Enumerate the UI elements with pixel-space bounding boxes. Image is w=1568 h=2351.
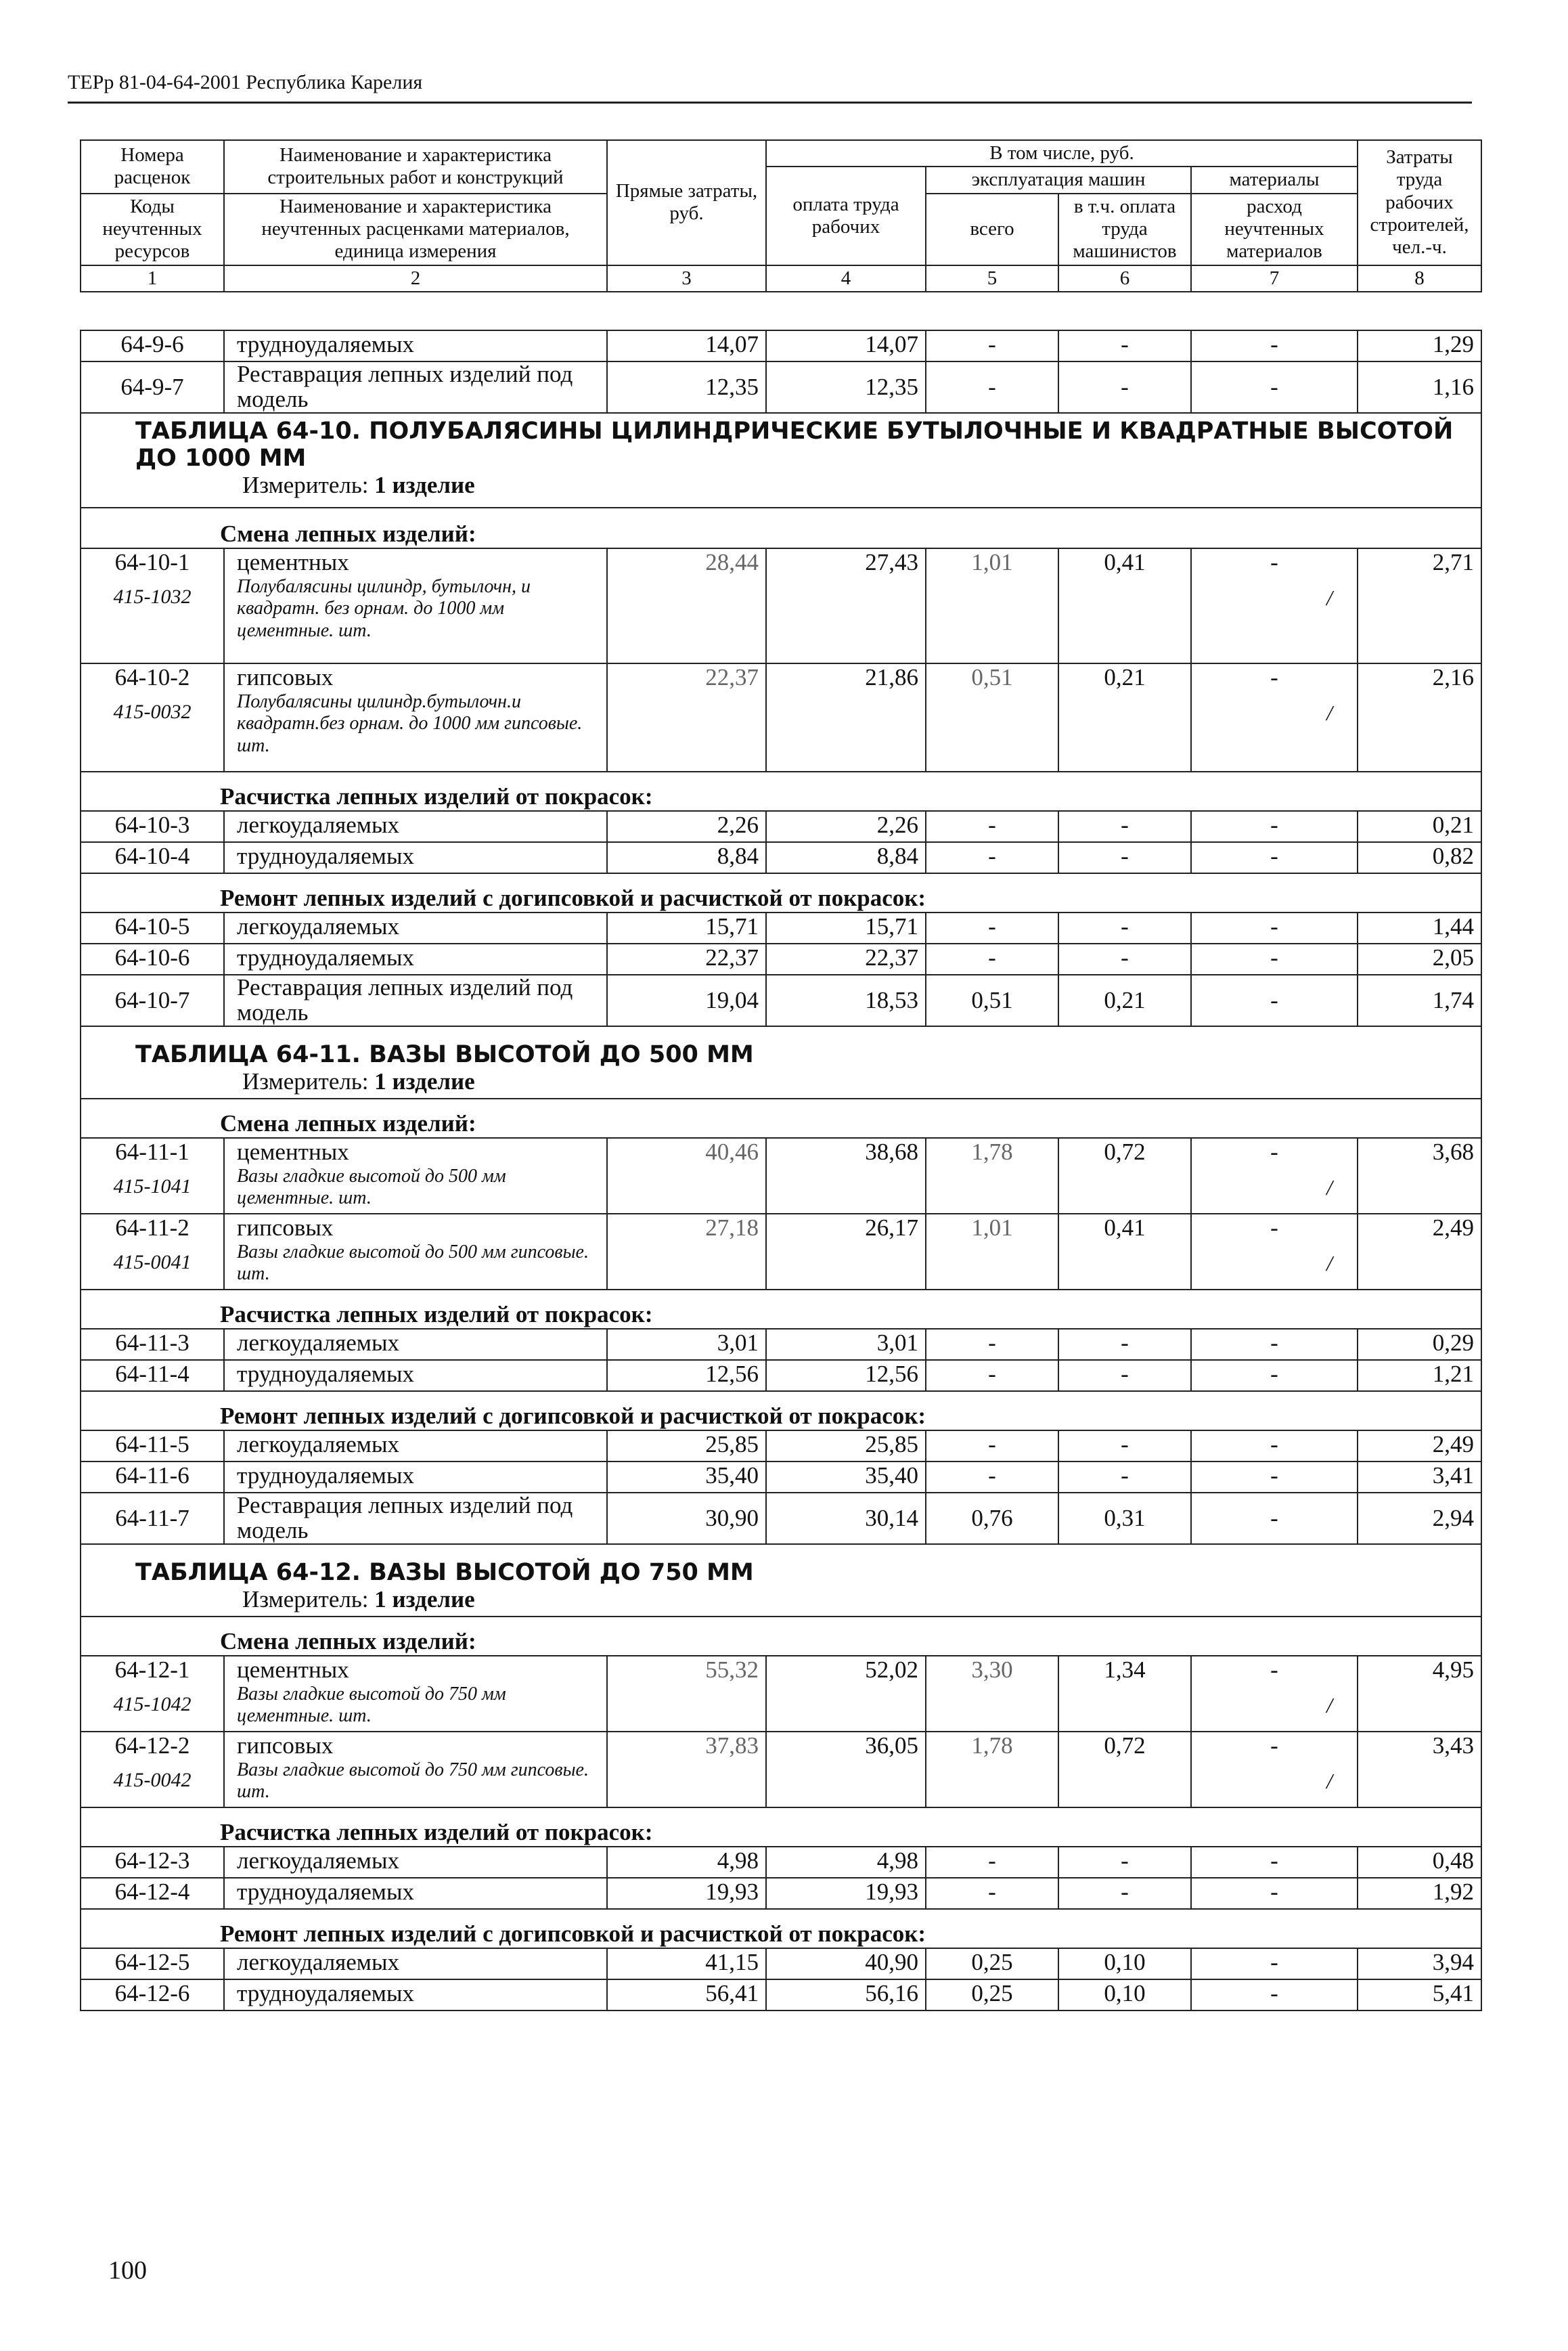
resource-code: 415-0041 [113,1251,192,1274]
wages: 52,02 [766,1656,926,1732]
rate-code: 64-9-7 [81,361,224,413]
material-use: - [1270,549,1278,575]
machines-total: 1,78 [926,1138,1058,1214]
machinist-wages: - [1058,1462,1191,1493]
hdr-resource-codes: Коды неучтенных ресурсов [81,194,224,265]
col-num: 2 [224,265,607,292]
work-name: цементных [237,1139,349,1165]
table-row [81,1878,1481,1909]
machinist-wages: - [1058,944,1191,975]
rate-code: 64-10-5 [81,913,224,944]
work-name: легкоудаляемых [224,1847,607,1878]
wages: 38,68 [766,1138,926,1214]
hdr-rate-numbers: Номера расценок [81,140,224,194]
material-use: - [1191,1493,1358,1544]
machines-total: 0,51 [926,663,1058,772]
labor-hours: 2,71 [1358,548,1481,663]
labor-hours: 4,95 [1358,1656,1481,1732]
machinist-wages: 0,41 [1058,1214,1191,1290]
table-row [81,1979,1481,2011]
rate-code: 64-11-6 [81,1462,224,1493]
work-name-cell [224,1138,607,1214]
direct-cost: 15,71 [607,913,766,944]
machinist-wages: 0,41 [1058,548,1191,663]
machines-total: - [926,1360,1058,1391]
labor-hours: 3,43 [1358,1732,1481,1807]
labor-hours: 1,74 [1358,975,1481,1026]
measure-label: Измеритель: [242,472,375,498]
work-name: трудноудаляемых [224,842,607,873]
material-description: Вазы гладкие высотой до 500 мм цементные. шт. [237,1166,506,1209]
direct-cost: 40,46 [607,1138,766,1214]
col-num: 1 [81,265,224,292]
material-use-cell [1191,548,1358,663]
material-description: Вазы гладкие высотой до 500 мм гипсовые. шт. [237,1242,589,1285]
work-name-cell [224,1656,607,1732]
wages: 27,43 [766,548,926,663]
rate-code: 64-11-7 [81,1493,224,1544]
wages: 36,05 [766,1732,926,1807]
labor-hours: 0,21 [1358,811,1481,842]
table-row [81,663,1481,772]
material-use-cell [1191,1656,1358,1732]
wages: 3,01 [766,1329,926,1360]
labor-hours: 1,44 [1358,913,1481,944]
work-name: гипсовых [237,664,334,690]
material-slash: / [1326,1251,1332,1276]
table-row [81,1948,1481,1979]
section-heading: Расчистка лепных изделий от покрасок: [81,1807,1481,1847]
material-use: - [1191,1462,1358,1493]
labor-hours: 2,49 [1358,1214,1481,1290]
work-name: гипсовых [237,1732,334,1759]
table-row [81,1656,1481,1732]
rate-code-cell [81,1138,224,1214]
machines-total: 0,76 [926,1493,1058,1544]
section-heading: Смена лепных изделий: [81,508,1481,548]
hdr-machinist-wages: в т.ч. оплата труда машинистов [1058,194,1191,265]
material-slash: / [1326,586,1332,611]
hdr-labor: Затраты труда рабочих строителей, чел.-ч. [1358,140,1481,265]
machines-total: - [926,944,1058,975]
rate-code: 64-10-7 [81,975,224,1026]
table-row [81,1430,1481,1462]
machines-total: - [926,361,1058,413]
machinist-wages: 0,31 [1058,1493,1191,1544]
measure-unit [81,1586,1481,1617]
table-row [81,975,1481,1026]
rate-code: 64-12-6 [81,1979,224,2011]
table-title: ТАБЛИЦА 64-12. ВАЗЫ ВЫСОТОЙ ДО 750 ММ [81,1544,1481,1586]
direct-cost: 30,90 [607,1493,766,1544]
direct-cost: 8,84 [607,842,766,873]
labor-hours: 5,41 [1358,1979,1481,2011]
hdr-machines: эксплуатация машин [926,167,1191,193]
table-row [81,913,1481,944]
resource-code: 415-1041 [113,1175,192,1198]
labor-hours: 2,16 [1358,663,1481,772]
wages: 12,35 [766,361,926,413]
resource-code: 415-1032 [113,586,192,609]
material-use: - [1191,975,1358,1026]
labor-hours: 1,29 [1358,330,1481,361]
machines-total: - [926,330,1058,361]
labor-hours: 2,94 [1358,1493,1481,1544]
rate-code-cell [81,548,224,663]
labor-hours: 2,05 [1358,944,1481,975]
machines-total: 1,01 [926,548,1058,663]
machines-total: - [926,1847,1058,1878]
direct-cost: 4,98 [607,1847,766,1878]
rate-code: 64-12-1 [114,1656,190,1683]
machinist-wages: - [1058,1878,1191,1909]
table-row [81,1493,1481,1544]
measure-value: 1 изделие [374,1068,475,1095]
col-num: 8 [1358,265,1481,292]
material-slash: / [1326,1175,1332,1200]
work-name: трудноудаляемых [224,1462,607,1493]
work-name: трудноудаляемых [224,1979,607,2011]
document-header: ТЕРр 81-04-64-2001 Республика Карелия [68,71,423,93]
material-use: - [1191,1979,1358,2011]
direct-cost: 22,37 [607,944,766,975]
wages: 22,37 [766,944,926,975]
machinist-wages: - [1058,361,1191,413]
material-use: - [1191,1430,1358,1462]
wages: 2,26 [766,811,926,842]
rate-code: 64-10-1 [114,549,190,575]
direct-cost: 25,85 [607,1430,766,1462]
wages: 26,17 [766,1214,926,1290]
material-use-cell [1191,1732,1358,1807]
col-num: 3 [607,265,766,292]
work-name: цементных [237,1656,349,1683]
table-row [81,811,1481,842]
wages: 21,86 [766,663,926,772]
machinist-wages: - [1058,842,1191,873]
rate-code-cell [81,663,224,772]
direct-cost: 56,41 [607,1979,766,2011]
rate-code: 64-12-5 [81,1948,224,1979]
wages: 18,53 [766,975,926,1026]
hdr-material-use: расход неучтенных материалов [1191,194,1358,265]
labor-hours: 1,16 [1358,361,1481,413]
material-use: - [1270,1732,1278,1759]
table-row [81,1329,1481,1360]
rate-code-cell [81,1732,224,1807]
machinist-wages: - [1058,1360,1191,1391]
hdr-direct-cost: Прямые затраты, руб. [607,140,766,265]
material-use: - [1191,944,1358,975]
machines-total: 0,25 [926,1979,1058,2011]
header-rule [68,102,1472,104]
table-row [81,548,1481,663]
direct-cost: 35,40 [607,1462,766,1493]
direct-cost: 37,83 [607,1732,766,1807]
work-name: гипсовых [237,1214,334,1241]
wages: 56,16 [766,1979,926,2011]
rate-code: 64-10-3 [81,811,224,842]
rate-code-cell [81,1656,224,1732]
machinist-wages: 0,21 [1058,975,1191,1026]
rate-code: 64-11-2 [115,1214,189,1241]
table-row [81,1847,1481,1878]
rate-code: 64-10-2 [114,664,190,690]
work-name: легкоудаляемых [224,1948,607,1979]
material-description: Полубалясины цилиндр.бутылочн.и квадратн.без орнам. до 1000 мм гипсовые. шт. [237,691,583,756]
work-name: трудноудаляемых [224,1360,607,1391]
material-use: - [1191,1948,1358,1979]
measure-value: 1 изделие [374,472,475,498]
work-name: легкоудаляемых [224,1329,607,1360]
machinist-wages: - [1058,913,1191,944]
rate-code: 64-12-4 [81,1878,224,1909]
wages: 8,84 [766,842,926,873]
hdr-materials: материалы [1191,167,1358,193]
hdr-material-name: Наименование и характеристика неучтенных расценками материалов, единица измерения [224,194,607,265]
labor-hours: 2,49 [1358,1430,1481,1462]
work-name: Реставрация лепных изделий под модель [224,975,607,1026]
machinist-wages: 0,72 [1058,1732,1191,1807]
work-name: цементных [237,549,349,575]
machines-total: 1,01 [926,1214,1058,1290]
material-use: - [1270,1656,1278,1683]
wages: 25,85 [766,1430,926,1462]
table-row [81,1462,1481,1493]
machines-total: 0,25 [926,1948,1058,1979]
machines-total: - [926,1462,1058,1493]
rate-code: 64-12-2 [114,1732,190,1759]
direct-cost: 12,56 [607,1360,766,1391]
direct-cost: 27,18 [607,1214,766,1290]
direct-cost: 2,26 [607,811,766,842]
page-number: 100 [108,2256,147,2285]
measure-unit [81,472,1481,508]
machinist-wages: 0,72 [1058,1138,1191,1214]
material-description: Вазы гладкие высотой до 750 мм гипсовые. шт. [237,1759,589,1803]
labor-hours: 0,82 [1358,842,1481,873]
section-heading: Расчистка лепных изделий от покрасок: [81,1290,1481,1329]
table-title: ТАБЛИЦА 64-10. ПОЛУБАЛЯСИНЫ ЦИЛИНДРИЧЕСКИЕ БУТЫЛОЧНЫЕ И КВАДРАТНЫЕ ВЫСОТОЙ ДО 1000 ММ [81,413,1481,472]
direct-cost: 22,37 [607,663,766,772]
work-name: трудноудаляемых [224,1878,607,1909]
rate-code: 64-11-1 [115,1139,189,1165]
direct-cost: 19,04 [607,975,766,1026]
machinist-wages: - [1058,330,1191,361]
rate-code: 64-11-5 [81,1430,224,1462]
hdr-wages: оплата труда рабочих [766,167,926,265]
wages: 30,14 [766,1493,926,1544]
section-heading: Ремонт лепных изделий с догипсовкой и расчисткой от покрасок: [81,873,1481,913]
resource-code: 415-0032 [113,701,192,724]
col-num: 5 [926,265,1058,292]
table-row [81,1732,1481,1807]
wages: 4,98 [766,1847,926,1878]
resource-code: 415-0042 [113,1769,192,1792]
rate-code: 64-11-4 [81,1360,224,1391]
hdr-including: В том числе, руб. [766,140,1358,167]
labor-hours: 3,41 [1358,1462,1481,1493]
direct-cost: 55,32 [607,1656,766,1732]
work-name: легкоудаляемых [224,913,607,944]
direct-cost: 3,01 [607,1329,766,1360]
machinist-wages: - [1058,1329,1191,1360]
material-use: - [1191,1329,1358,1360]
section-heading: Смена лепных изделий: [81,1617,1481,1656]
rate-code: 64-12-3 [81,1847,224,1878]
machines-total: 3,30 [926,1656,1058,1732]
material-description: Полубалясины цилиндр, бутылочн, и квадратн. без орнам. до 1000 мм цементные. шт. [237,576,531,641]
machinist-wages: 1,34 [1058,1656,1191,1732]
rates-table [80,330,1482,2011]
direct-cost: 12,35 [607,361,766,413]
machines-total: - [926,811,1058,842]
work-name: легкоудаляемых [224,1430,607,1462]
section-heading: Ремонт лепных изделий с догипсовкой и расчисткой от покрасок: [81,1909,1481,1948]
material-use-cell [1191,1214,1358,1290]
machines-total: - [926,842,1058,873]
labor-hours: 1,92 [1358,1878,1481,1909]
material-use: - [1191,1360,1358,1391]
col-num: 7 [1191,265,1358,292]
rate-code: 64-10-6 [81,944,224,975]
work-name: легкоудаляемых [224,811,607,842]
material-use: - [1191,1847,1358,1878]
material-slash: / [1326,1769,1332,1794]
machines-total: - [926,913,1058,944]
machines-total: - [926,1878,1058,1909]
rate-code: 64-10-4 [81,842,224,873]
work-name: Реставрация лепных изделий под модель [224,361,607,413]
work-name-cell [224,1214,607,1290]
material-use: - [1191,811,1358,842]
table-row [81,944,1481,975]
machines-total: 0,51 [926,975,1058,1026]
column-header-table [80,139,1482,292]
material-use-cell [1191,1138,1358,1214]
rate-code: 64-9-6 [81,330,224,361]
machinist-wages: 0,10 [1058,1979,1191,2011]
wages: 12,56 [766,1360,926,1391]
material-use: - [1270,664,1278,690]
material-slash: / [1326,1693,1332,1718]
work-name-cell [224,548,607,663]
work-name-cell [224,663,607,772]
table-row [81,1214,1481,1290]
table-title: ТАБЛИЦА 64-11. ВАЗЫ ВЫСОТОЙ ДО 500 ММ [81,1026,1481,1068]
machines-total: - [926,1430,1058,1462]
table-row [81,1138,1481,1214]
direct-cost: 19,93 [607,1878,766,1909]
labor-hours: 1,21 [1358,1360,1481,1391]
col-num: 6 [1058,265,1191,292]
labor-hours: 0,48 [1358,1847,1481,1878]
section-heading: Ремонт лепных изделий с догипсовкой и расчисткой от покрасок: [81,1391,1481,1430]
rate-code: 64-11-3 [81,1329,224,1360]
table-row [81,842,1481,873]
material-use-cell [1191,663,1358,772]
material-use: - [1270,1214,1278,1241]
wages: 35,40 [766,1462,926,1493]
section-heading: Смена лепных изделий: [81,1099,1481,1138]
measure-label: Измеритель: [242,1068,375,1095]
material-use: - [1191,361,1358,413]
col-num: 4 [766,265,926,292]
table-row [81,361,1481,413]
machinist-wages: - [1058,1430,1191,1462]
machinist-wages: 0,21 [1058,663,1191,772]
hdr-machines-total: всего [926,194,1058,265]
labor-hours: 0,29 [1358,1329,1481,1360]
work-name: трудноудаляемых [224,330,607,361]
direct-cost: 14,07 [607,330,766,361]
work-name: трудноудаляемых [224,944,607,975]
machines-total: 1,78 [926,1732,1058,1807]
table-row [81,1360,1481,1391]
measure-value: 1 изделие [374,1586,475,1612]
wages: 40,90 [766,1948,926,1979]
material-use: - [1191,330,1358,361]
machinist-wages: - [1058,1847,1191,1878]
wages: 19,93 [766,1878,926,1909]
machines-total: - [926,1329,1058,1360]
labor-hours: 3,68 [1358,1138,1481,1214]
section-heading: Расчистка лепных изделий от покрасок: [81,772,1481,811]
direct-cost: 41,15 [607,1948,766,1979]
work-name: Реставрация лепных изделий под модель [224,1493,607,1544]
wages: 14,07 [766,330,926,361]
work-name-cell [224,1732,607,1807]
labor-hours: 3,94 [1358,1948,1481,1979]
material-use: - [1191,842,1358,873]
rate-code-cell [81,1214,224,1290]
direct-cost: 28,44 [607,548,766,663]
hdr-work-name: Наименование и характеристика строительных работ и конструкций [224,140,607,194]
table-row [81,330,1481,361]
material-slash: / [1326,701,1332,726]
measure-unit [81,1068,1481,1099]
material-description: Вазы гладкие высотой до 750 мм цементные. шт. [237,1684,506,1727]
material-use: - [1191,1878,1358,1909]
machinist-wages: 0,10 [1058,1948,1191,1979]
machinist-wages: - [1058,811,1191,842]
wages: 15,71 [766,913,926,944]
measure-label: Измеритель: [242,1586,375,1612]
resource-code: 415-1042 [113,1693,192,1716]
material-use: - [1191,913,1358,944]
material-use: - [1270,1139,1278,1165]
